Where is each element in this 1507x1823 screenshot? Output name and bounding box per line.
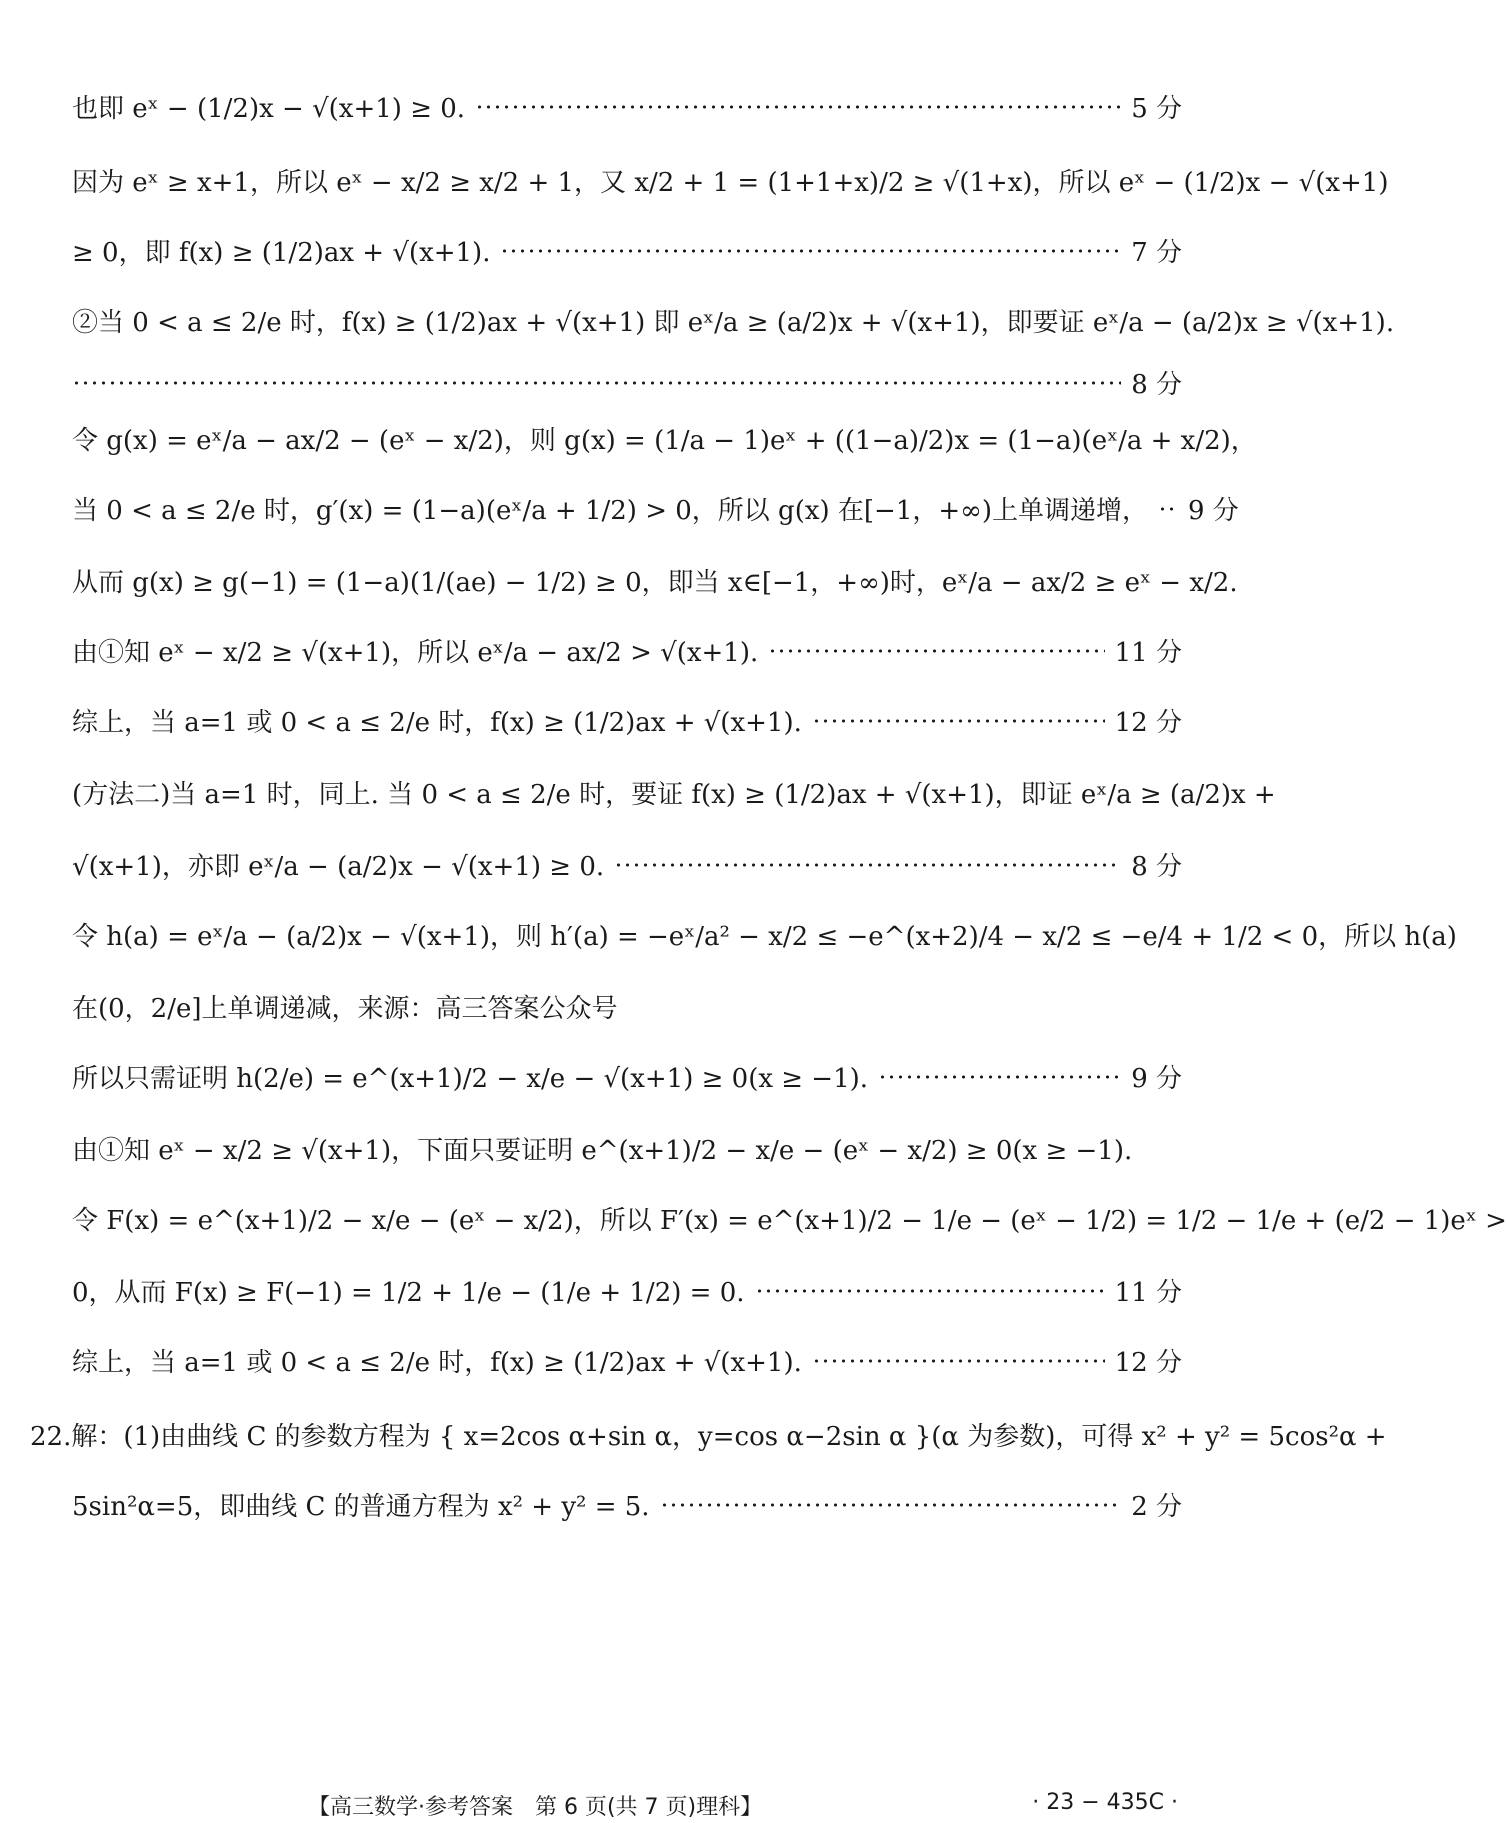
leader-dots — [768, 649, 1104, 653]
solution-line — [72, 632, 1182, 669]
line-text: 在(0，2/e]上单调递减，来源：高三答案公众号 — [72, 994, 618, 1024]
line-text: 5sin²α=5，即曲线 C 的普通方程为 x² + y² = 5. — [72, 1492, 650, 1522]
line-text: 当 0 < a ≤ 2/e 时，g′(x) = (1−a)(eˣ/a + 1/2) > 0，所以 g(x) 在[−1，+∞)上单调递增， — [72, 496, 1148, 526]
score-label: 12 分 — [1114, 1348, 1182, 1378]
score-label: 8 分 — [1131, 370, 1182, 400]
line-text: 所以只需证明 h(2/e) = e^(x+1)/2 − x/e − √(x+1) ≥ 0(x ≥ −1). — [72, 1064, 869, 1094]
line-text: (方法二)当 a=1 时，同上. 当 0 < a ≤ 2/e 时，要证 f(x) ≥ (1/2)ax + √(x+1)，即证 eˣ/a ≥ (a/2)x + — [72, 780, 1276, 810]
solution-line — [72, 1342, 1182, 1379]
line-text: 从而 g(x) ≥ g(−1) = (1−a)(1/(ae) − 1/2) ≥ 0，即当 x∈[−1，+∞)时，eˣ/a − ax/2 ≥ eˣ − x/2. — [72, 568, 1238, 598]
leader-dots — [614, 863, 1121, 867]
solution-line — [72, 846, 1182, 883]
line-text: ≥ 0，即 f(x) ≥ (1/2)ax + √(x+1). — [72, 238, 491, 268]
line-text: 令 F(x) = e^(x+1)/2 − x/e − (eˣ − x/2)，所以 F′(x) = e^(x+1)/2 − 1/e − (eˣ − 1/2) = 1/2 − 1/e + (e/2 − 1)eˣ > — [72, 1206, 1507, 1236]
solution-line — [72, 1486, 1182, 1523]
line-text: 22.解：(1)由曲线 C 的参数方程为 { x=2cos α+sin α，y=cos α−2sin α }(α 为参数)，可得 x² + y² = 5cos²α + — [30, 1422, 1387, 1452]
solution-line — [72, 1130, 1182, 1167]
solution-line — [72, 916, 1457, 953]
line-text: 0，从而 F(x) ≥ F(−1) = 1/2 + 1/e − (1/e + 1/2) = 0. — [72, 1278, 745, 1308]
line-text: 也即 eˣ − (1/2)x − √(x+1) ≥ 0. — [72, 94, 466, 124]
line-text: 因为 eˣ ≥ x+1，所以 eˣ − x/2 ≥ x/2 + 1，又 x/2 + 1 = (1+1+x)/2 ≥ √(1+x)，所以 eˣ − (1/2)x − √(x+1) — [72, 168, 1389, 198]
score-label: 7 分 — [1131, 238, 1182, 268]
leader-dots — [500, 249, 1121, 253]
solution-line — [72, 702, 1182, 739]
solution-line — [72, 490, 1239, 527]
solution-line — [72, 302, 1395, 339]
score-label: 8 分 — [1131, 852, 1182, 882]
line-text: 令 g(x) = eˣ/a − ax/2 − (eˣ − x/2)，则 g(x) = (1/a − 1)eˣ + ((1−a)/2)x = (1−a)(eˣ/a + x/2)， — [72, 426, 1257, 456]
solution-line — [72, 162, 1389, 199]
score-label: 5 分 — [1131, 94, 1182, 124]
line-text: 由①知 eˣ − x/2 ≥ √(x+1)，所以 eˣ/a − ax/2 > √(x+1). — [72, 638, 759, 668]
solution-line — [72, 232, 1182, 269]
solution-line — [72, 1200, 1507, 1237]
line-text: 令 h(a) = eˣ/a − (a/2)x − √(x+1)，则 h′(a) = −eˣ/a² − x/2 ≤ −e^(x+2)/4 − x/2 ≤ −e/4 + 1/2 < 0，所以 h(a) — [72, 922, 1457, 952]
leader-dots — [755, 1289, 1105, 1293]
solution-line — [72, 420, 1257, 457]
solution-line — [72, 988, 1182, 1025]
score-label: 2 分 — [1131, 1492, 1182, 1522]
leader-dots — [475, 105, 1121, 109]
solution-line — [72, 1272, 1182, 1309]
line-text: √(x+1)，亦即 eˣ/a − (a/2)x − √(x+1) ≥ 0. — [72, 852, 605, 882]
solution-line — [72, 774, 1276, 811]
score-label: 11 分 — [1114, 1278, 1182, 1308]
solution-line — [72, 1058, 1182, 1095]
score-label: 11 分 — [1114, 638, 1182, 668]
footer-code: · 23 − 435C · — [1032, 1790, 1178, 1815]
leader-dots — [812, 1359, 1105, 1363]
solution-line — [72, 364, 1182, 401]
score-label: 12 分 — [1114, 708, 1182, 738]
line-text: 由①知 eˣ − x/2 ≥ √(x+1)，下面只要证明 e^(x+1)/2 − x/e − (eˣ − x/2) ≥ 0(x ≥ −1). — [72, 1136, 1133, 1166]
line-text: 综上，当 a=1 或 0 < a ≤ 2/e 时，f(x) ≥ (1/2)ax + √(x+1). — [72, 1348, 802, 1378]
line-text: ②当 0 < a ≤ 2/e 时，f(x) ≥ (1/2)ax + √(x+1) 即 eˣ/a ≥ (a/2)x + √(x+1)，即要证 eˣ/a − (a/2)x ≥ √(x+1). — [72, 308, 1395, 338]
leader-dots — [812, 719, 1105, 723]
leader-dots — [878, 1075, 1121, 1079]
solution-line — [72, 562, 1238, 599]
solution-line — [72, 88, 1182, 125]
footer-title: 【高三数学·参考答案 第 6 页(共 7 页)理科】 — [308, 1795, 763, 1820]
problem-22-line — [30, 1416, 1387, 1453]
leader-dots — [72, 381, 1121, 385]
score-label: 9 分 — [1131, 1064, 1182, 1094]
line-text: 综上，当 a=1 或 0 < a ≤ 2/e 时，f(x) ≥ (1/2)ax + √(x+1). — [72, 708, 802, 738]
leader-dots — [1158, 507, 1178, 511]
leader-dots — [660, 1503, 1122, 1507]
score-label: 9 分 — [1187, 496, 1239, 526]
